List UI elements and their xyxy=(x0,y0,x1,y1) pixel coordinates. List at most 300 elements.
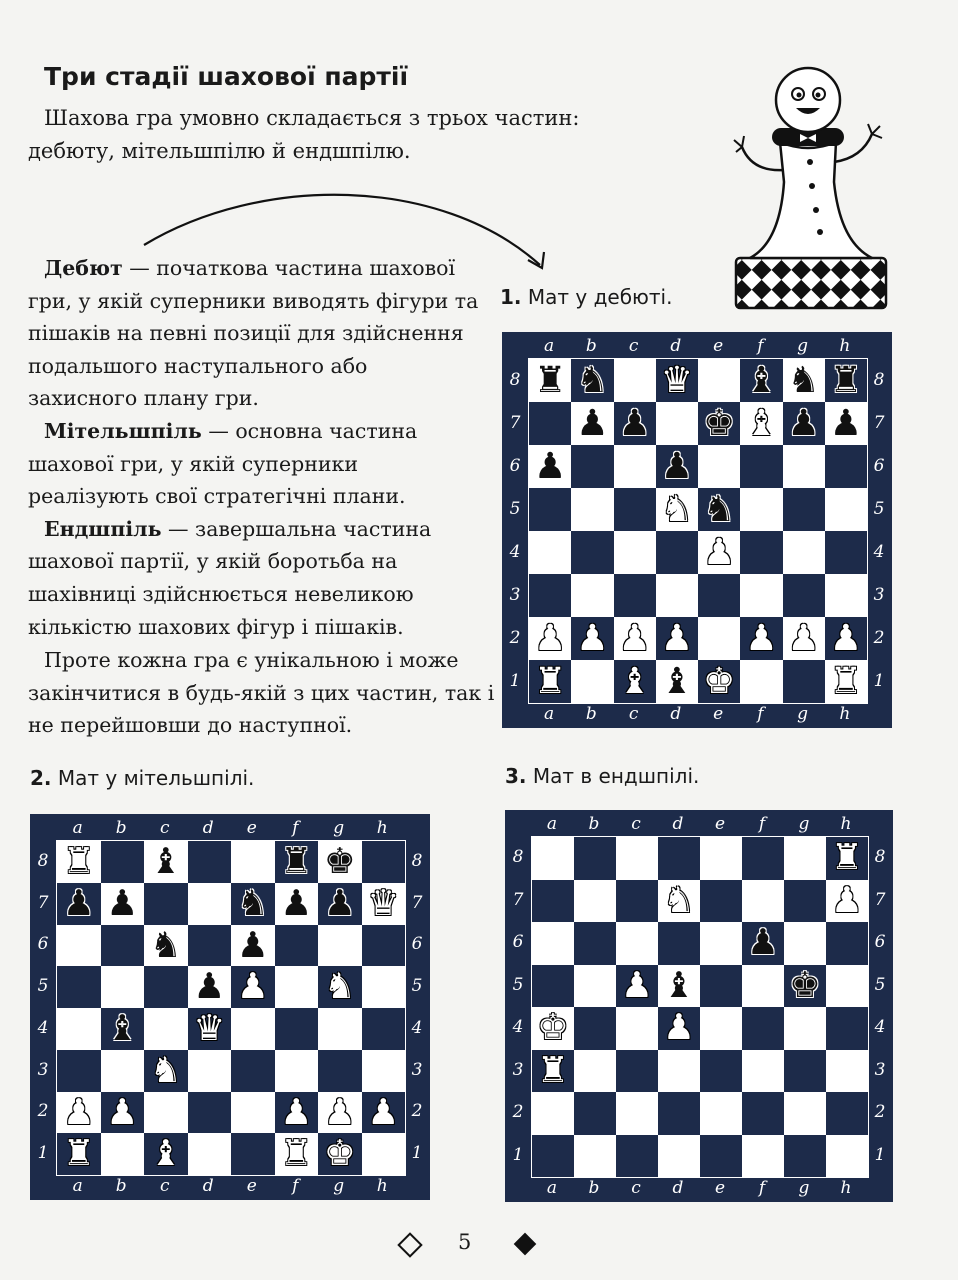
definition-endgame xyxy=(28,513,483,643)
square-f4 xyxy=(740,531,782,574)
black-pawn-icon: ♟ xyxy=(106,882,139,924)
rank-label: 3 xyxy=(411,1059,423,1080)
square-c1 xyxy=(144,1133,188,1175)
white-pawn-icon: ♟ xyxy=(663,1007,695,1049)
rank-label: 4 xyxy=(411,1017,423,1038)
square-e6 xyxy=(698,445,740,488)
file-label: c xyxy=(159,818,170,838)
square-a5 xyxy=(532,965,574,1008)
square-g4 xyxy=(784,1007,826,1050)
square-a3 xyxy=(57,1050,101,1092)
black-knight-icon: ♞ xyxy=(576,359,609,401)
file-label: d xyxy=(670,336,682,356)
square-b8 xyxy=(101,841,145,883)
square-c3 xyxy=(144,1050,188,1092)
black-rook-icon: ♜ xyxy=(829,359,862,401)
black-knight-icon: ♞ xyxy=(703,488,736,530)
white-pawn-icon: ♟ xyxy=(534,617,567,659)
square-e8 xyxy=(700,837,742,880)
file-label: h xyxy=(376,818,388,838)
square-h6 xyxy=(826,922,868,965)
square-g8 xyxy=(783,359,825,402)
square-c4 xyxy=(616,1007,658,1050)
white-king-icon: ♚ xyxy=(537,1007,569,1049)
square-h6 xyxy=(362,925,406,967)
square-g5 xyxy=(318,966,362,1008)
square-g2 xyxy=(784,1092,826,1135)
term-debut: Дебют xyxy=(44,256,123,280)
square-d4 xyxy=(658,1007,700,1050)
file-label: d xyxy=(202,1176,214,1196)
square-h8 xyxy=(826,837,868,880)
square-h4 xyxy=(826,1007,868,1050)
file-label: d xyxy=(672,1178,684,1198)
file-label: g xyxy=(333,1176,345,1196)
square-h3 xyxy=(825,574,867,617)
square-e2 xyxy=(698,617,740,660)
file-label: g xyxy=(798,814,810,834)
definition-debut xyxy=(28,252,483,415)
square-e3 xyxy=(698,574,740,617)
caption-text: Мат у дебюті. xyxy=(527,285,673,309)
square-c5 xyxy=(614,488,656,531)
chessboard-2 xyxy=(30,814,430,1200)
square-g8 xyxy=(784,837,826,880)
square-a2 xyxy=(532,1092,574,1135)
square-h4 xyxy=(362,1008,406,1050)
square-b8 xyxy=(574,837,616,880)
rank-label: 4 xyxy=(37,1017,49,1038)
rank-label: 4 xyxy=(512,1017,524,1038)
square-c1 xyxy=(614,660,656,703)
square-b4 xyxy=(101,1008,145,1050)
square-f6 xyxy=(742,922,784,965)
rank-label: 7 xyxy=(509,412,521,433)
square-f7 xyxy=(275,883,319,925)
square-e5 xyxy=(698,488,740,531)
file-label: g xyxy=(798,1178,810,1198)
square-h2 xyxy=(825,617,867,660)
square-d3 xyxy=(658,1050,700,1093)
black-pawn-icon: ♟ xyxy=(62,882,95,924)
rank-label: 1 xyxy=(873,670,885,691)
square-f6 xyxy=(740,445,782,488)
square-a6 xyxy=(57,925,101,967)
black-pawn-icon: ♟ xyxy=(618,402,651,444)
rank-label: 2 xyxy=(873,627,885,648)
white-pawn-icon: ♟ xyxy=(367,1091,400,1133)
square-f8 xyxy=(742,837,784,880)
file-label: g xyxy=(333,818,345,838)
square-d3 xyxy=(188,1050,232,1092)
rank-label: 6 xyxy=(874,932,886,953)
rank-label: 4 xyxy=(873,541,885,562)
square-f5 xyxy=(275,966,319,1008)
square-h7 xyxy=(826,880,868,923)
rank-label: 3 xyxy=(37,1059,49,1080)
square-d1 xyxy=(656,660,698,703)
caption-board-2 xyxy=(30,766,254,790)
intro-line-2: дебюту, мітельшпілю й ендшпілю. xyxy=(28,139,411,163)
definition-debut-text: — початкова частина шахової гри, у якій суперники виводять фігури та пішаків на певні позиції для здійснення подальшого наступального або захисного плану гри. xyxy=(28,256,479,411)
rank-label: 7 xyxy=(512,889,524,910)
square-g8 xyxy=(318,841,362,883)
file-label: b xyxy=(585,336,597,356)
square-b5 xyxy=(571,488,613,531)
white-rook-icon: ♜ xyxy=(534,660,567,702)
square-g7 xyxy=(318,883,362,925)
square-d1 xyxy=(188,1133,232,1175)
square-d4 xyxy=(188,1008,232,1050)
file-label: a xyxy=(72,1176,83,1196)
black-knight-icon: ♞ xyxy=(236,882,269,924)
square-g6 xyxy=(783,445,825,488)
square-g1 xyxy=(783,660,825,703)
square-e4 xyxy=(700,1007,742,1050)
white-pawn-icon: ♟ xyxy=(829,617,862,659)
square-d6 xyxy=(658,922,700,965)
definition-endgame-text: — завершальна частина шахової партії, у якій боротьба на шахівниці здійснюється невеликою кількістю шахових фігур і пішаків. xyxy=(28,516,432,639)
square-b3 xyxy=(571,574,613,617)
square-c2 xyxy=(614,617,656,660)
file-label: b xyxy=(588,814,600,834)
white-pawn-icon: ♟ xyxy=(576,617,609,659)
file-label: f xyxy=(757,336,764,356)
square-g2 xyxy=(783,617,825,660)
square-b4 xyxy=(571,531,613,574)
square-e5 xyxy=(700,965,742,1008)
intro-line-1: Шахова гра умовно складається з трьох частин: xyxy=(44,106,580,130)
square-g6 xyxy=(784,922,826,965)
square-c6 xyxy=(616,922,658,965)
rank-label: 6 xyxy=(37,934,49,955)
square-d7 xyxy=(188,883,232,925)
square-d4 xyxy=(656,531,698,574)
square-b5 xyxy=(101,966,145,1008)
rank-label: 3 xyxy=(509,584,521,605)
term-middlegame: Мітельшпіль xyxy=(44,418,202,443)
square-e8 xyxy=(231,841,275,883)
square-f1 xyxy=(275,1133,319,1175)
white-pawn-icon: ♟ xyxy=(62,1091,95,1133)
square-e2 xyxy=(231,1092,275,1134)
square-h6 xyxy=(825,445,867,488)
square-d8 xyxy=(658,837,700,880)
square-e7 xyxy=(231,883,275,925)
file-label: b xyxy=(588,1178,600,1198)
square-a6 xyxy=(529,445,571,488)
square-h1 xyxy=(362,1133,406,1175)
page-number: 5 xyxy=(458,1230,472,1254)
file-label: a xyxy=(544,704,555,724)
white-rook-icon: ♜ xyxy=(537,1049,569,1091)
file-label: b xyxy=(585,704,597,724)
black-pawn-icon: ♟ xyxy=(747,922,779,964)
black-bishop-icon: ♝ xyxy=(663,964,695,1006)
square-a2 xyxy=(57,1092,101,1134)
square-g1 xyxy=(318,1133,362,1175)
rank-label: 2 xyxy=(411,1101,423,1122)
diamond-outline-icon xyxy=(397,1232,422,1257)
white-knight-icon: ♞ xyxy=(323,966,356,1008)
caption-text: Мат в ендшпілі. xyxy=(532,764,700,788)
square-a2 xyxy=(529,617,571,660)
square-c8 xyxy=(616,837,658,880)
square-c6 xyxy=(614,445,656,488)
square-b7 xyxy=(571,402,613,445)
square-g7 xyxy=(784,880,826,923)
definitions xyxy=(28,252,483,643)
white-pawn-icon: ♟ xyxy=(280,1091,313,1133)
file-label: c xyxy=(159,1176,170,1196)
square-c3 xyxy=(614,574,656,617)
square-e7 xyxy=(698,402,740,445)
file-label: h xyxy=(840,1178,852,1198)
square-f2 xyxy=(275,1092,319,1134)
square-b6 xyxy=(101,925,145,967)
square-d5 xyxy=(188,966,232,1008)
square-b2 xyxy=(574,1092,616,1135)
file-label: a xyxy=(72,818,83,838)
square-e7 xyxy=(700,880,742,923)
term-endgame: Ендшпіль xyxy=(44,516,162,541)
rank-label: 2 xyxy=(874,1102,886,1123)
black-knight-icon: ♞ xyxy=(149,924,182,966)
white-rook-icon: ♜ xyxy=(831,837,863,879)
rank-label: 2 xyxy=(509,627,521,648)
black-pawn-icon: ♟ xyxy=(829,402,862,444)
square-d5 xyxy=(658,965,700,1008)
black-bishop-icon: ♝ xyxy=(745,359,778,401)
file-label: b xyxy=(115,818,127,838)
square-f3 xyxy=(742,1050,784,1093)
black-pawn-icon: ♟ xyxy=(193,966,226,1008)
white-pawn-icon: ♟ xyxy=(236,966,269,1008)
square-g3 xyxy=(783,574,825,617)
square-b5 xyxy=(574,965,616,1008)
rank-label: 5 xyxy=(509,498,521,519)
rank-label: 5 xyxy=(874,974,886,995)
file-label: e xyxy=(714,814,726,834)
square-c4 xyxy=(144,1008,188,1050)
file-label: h xyxy=(376,1176,388,1196)
square-d2 xyxy=(656,617,698,660)
file-label: g xyxy=(797,336,809,356)
white-knight-icon: ♞ xyxy=(663,879,695,921)
rank-label: 6 xyxy=(509,455,521,476)
square-h2 xyxy=(826,1092,868,1135)
white-pawn-icon: ♟ xyxy=(660,617,693,659)
white-queen-icon: ♛ xyxy=(660,359,693,401)
rank-label: 8 xyxy=(509,369,521,390)
white-pawn-icon: ♟ xyxy=(618,617,651,659)
file-label: c xyxy=(628,704,639,724)
square-a1 xyxy=(532,1135,574,1178)
rank-label: 8 xyxy=(37,850,49,871)
square-a1 xyxy=(57,1133,101,1175)
black-knight-icon: ♞ xyxy=(787,359,820,401)
file-label: e xyxy=(713,336,724,356)
rank-label: 1 xyxy=(37,1143,49,1164)
black-king-icon: ♚ xyxy=(703,402,736,444)
square-a8 xyxy=(532,837,574,880)
file-label: f xyxy=(757,704,764,724)
square-d2 xyxy=(188,1092,232,1134)
square-d8 xyxy=(188,841,232,883)
square-f3 xyxy=(740,574,782,617)
square-b2 xyxy=(571,617,613,660)
black-king-icon: ♚ xyxy=(323,841,356,883)
file-label: b xyxy=(115,1176,127,1196)
square-d6 xyxy=(188,925,232,967)
square-a4 xyxy=(57,1008,101,1050)
white-queen-icon: ♛ xyxy=(193,1008,226,1050)
file-label: a xyxy=(546,1178,558,1198)
square-c7 xyxy=(614,402,656,445)
diamond-filled-icon xyxy=(514,1233,537,1256)
rank-label: 5 xyxy=(411,976,423,997)
square-e1 xyxy=(700,1135,742,1178)
rank-label: 5 xyxy=(512,974,524,995)
rank-label: 2 xyxy=(37,1101,49,1122)
square-d3 xyxy=(656,574,698,617)
file-label: f xyxy=(292,1176,299,1196)
white-pawn-icon: ♟ xyxy=(703,531,736,573)
square-c2 xyxy=(616,1092,658,1135)
rank-label: 4 xyxy=(874,1017,886,1038)
square-b7 xyxy=(101,883,145,925)
rank-label: 1 xyxy=(512,1144,524,1165)
file-label: a xyxy=(544,336,555,356)
caption-text: Мат у мітельшпілі. xyxy=(57,766,255,790)
square-c3 xyxy=(616,1050,658,1093)
square-c8 xyxy=(144,841,188,883)
square-a1 xyxy=(529,660,571,703)
square-c7 xyxy=(616,880,658,923)
outro-paragraph: Проте кожна гра є унікальною і може закінчитися в будь-якій з цих частин, так і не перейшовши до наступної. xyxy=(28,648,495,738)
square-b1 xyxy=(101,1133,145,1175)
rank-label: 2 xyxy=(512,1102,524,1123)
square-c6 xyxy=(144,925,188,967)
square-g1 xyxy=(784,1135,826,1178)
rank-label: 1 xyxy=(874,1144,886,1165)
square-d7 xyxy=(656,402,698,445)
file-label: f xyxy=(292,818,299,838)
file-label: h xyxy=(839,336,851,356)
black-pawn-icon: ♟ xyxy=(660,445,693,487)
white-knight-icon: ♞ xyxy=(149,1049,182,1091)
square-c8 xyxy=(614,359,656,402)
caption-number: 1. xyxy=(500,285,522,309)
square-a5 xyxy=(57,966,101,1008)
square-b6 xyxy=(571,445,613,488)
square-f7 xyxy=(742,880,784,923)
black-pawn-icon: ♟ xyxy=(280,882,313,924)
square-f1 xyxy=(740,660,782,703)
square-h7 xyxy=(362,883,406,925)
white-pawn-icon: ♟ xyxy=(745,617,778,659)
square-b3 xyxy=(574,1050,616,1093)
square-a7 xyxy=(532,880,574,923)
white-pawn-icon: ♟ xyxy=(323,1091,356,1133)
square-h5 xyxy=(362,966,406,1008)
square-f4 xyxy=(742,1007,784,1050)
rank-label: 7 xyxy=(37,892,49,913)
intro-text xyxy=(28,102,708,168)
white-queen-icon: ♛ xyxy=(367,882,400,924)
file-label: f xyxy=(758,814,766,834)
square-g5 xyxy=(783,488,825,531)
square-b2 xyxy=(101,1092,145,1134)
square-f7 xyxy=(740,402,782,445)
black-rook-icon: ♜ xyxy=(534,359,567,401)
square-a7 xyxy=(529,402,571,445)
pawn-mascot-icon xyxy=(722,62,897,317)
black-bishop-icon: ♝ xyxy=(660,660,693,702)
square-g7 xyxy=(783,402,825,445)
square-e1 xyxy=(698,660,740,703)
square-a7 xyxy=(57,883,101,925)
square-e4 xyxy=(698,531,740,574)
square-f8 xyxy=(275,841,319,883)
rank-label: 3 xyxy=(874,1059,886,1080)
rank-label: 7 xyxy=(874,889,886,910)
square-g3 xyxy=(318,1050,362,1092)
black-pawn-icon: ♟ xyxy=(323,882,356,924)
black-pawn-icon: ♟ xyxy=(236,924,269,966)
square-d2 xyxy=(658,1092,700,1135)
board-grid xyxy=(56,840,406,1176)
black-rook-icon: ♜ xyxy=(280,841,313,883)
square-h3 xyxy=(362,1050,406,1092)
file-label: d xyxy=(670,704,682,724)
square-h2 xyxy=(362,1092,406,1134)
chessboard-3 xyxy=(505,810,893,1202)
rank-label: 5 xyxy=(873,498,885,519)
square-f6 xyxy=(275,925,319,967)
black-pawn-icon: ♟ xyxy=(576,402,609,444)
white-rook-icon: ♜ xyxy=(62,1133,95,1175)
square-b6 xyxy=(574,922,616,965)
square-f8 xyxy=(740,359,782,402)
rank-label: 8 xyxy=(873,369,885,390)
white-bishop-icon: ♝ xyxy=(149,1133,182,1175)
square-f5 xyxy=(742,965,784,1008)
board-grid xyxy=(531,836,869,1178)
square-c2 xyxy=(144,1092,188,1134)
white-pawn-icon: ♟ xyxy=(787,617,820,659)
file-label: f xyxy=(758,1178,766,1198)
white-bishop-icon: ♝ xyxy=(745,402,778,444)
square-e8 xyxy=(698,359,740,402)
file-label: e xyxy=(714,1178,726,1198)
square-h7 xyxy=(825,402,867,445)
square-e2 xyxy=(700,1092,742,1135)
square-b1 xyxy=(571,660,613,703)
square-b8 xyxy=(571,359,613,402)
square-d1 xyxy=(658,1135,700,1178)
square-c1 xyxy=(616,1135,658,1178)
square-g3 xyxy=(784,1050,826,1093)
square-h5 xyxy=(825,488,867,531)
rank-label: 4 xyxy=(509,541,521,562)
file-label: g xyxy=(797,704,809,724)
white-bishop-icon: ♝ xyxy=(618,660,651,702)
rank-label: 5 xyxy=(37,976,49,997)
square-f1 xyxy=(742,1135,784,1178)
white-knight-icon: ♞ xyxy=(660,488,693,530)
caption-number: 3. xyxy=(505,764,527,788)
